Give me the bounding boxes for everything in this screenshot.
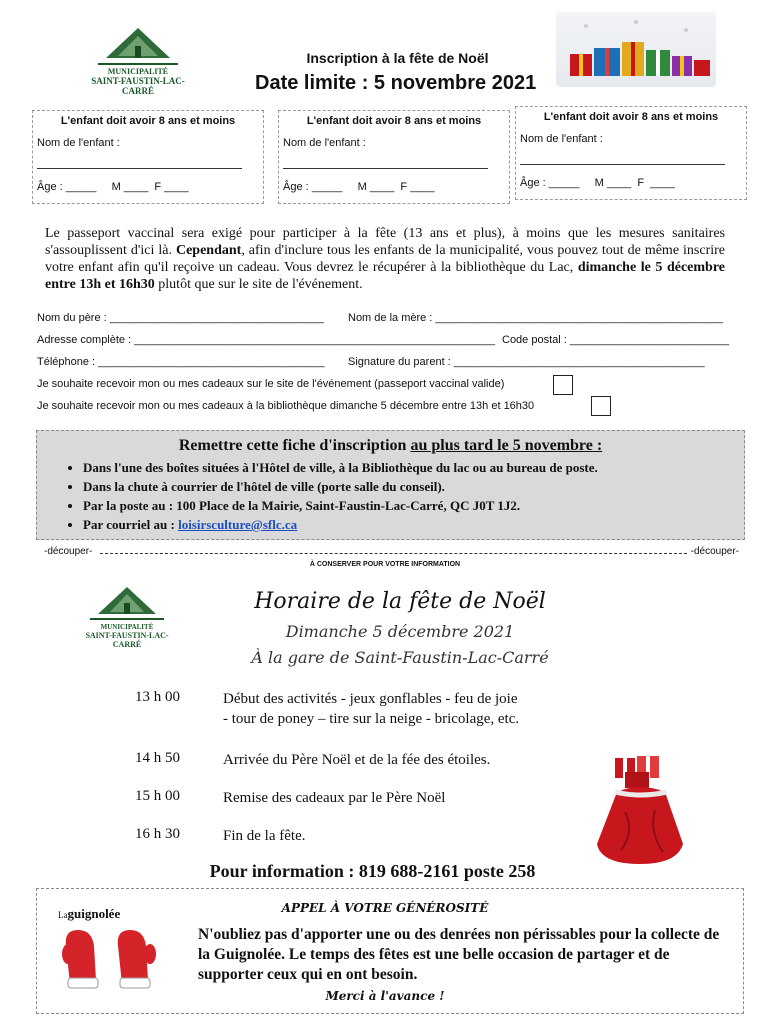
child-box-head: L'enfant doit avoir 8 ans et moins	[543, 111, 719, 123]
schedule-time: 16 h 30	[135, 826, 180, 842]
schedule-desc: Début des activités - jeux gonflables - feu de joie - tour de poney – tire sur la neige - bricolage, etc.	[223, 691, 520, 727]
child-name-label: Nom de l'enfant :	[37, 137, 120, 149]
santa-bag-image	[585, 752, 695, 867]
gifts-image	[556, 12, 716, 87]
child-name-label: Nom de l'enfant :	[520, 133, 603, 145]
remit-list	[65, 458, 598, 534]
signature-field[interactable]: Signature du parent : _________________________________________	[348, 356, 705, 368]
child-name-line[interactable]	[37, 168, 242, 169]
appel-title: APPEL À VOTRE GÉNÉROSITÉ	[281, 901, 489, 915]
child-box-3	[515, 106, 747, 200]
child-box-head: L'enfant doit avoir 8 ans et moins	[306, 115, 482, 127]
father-name-field[interactable]: Nom du père : ___________________________________	[37, 312, 324, 324]
horaire-title: Horaire de la fête de Noël	[254, 589, 546, 614]
list-item: • Dans la chute à courrier de l'hôtel de ville (porte salle du conseil).	[83, 477, 598, 496]
schedule-desc: Remise des cadeaux par le Père Noël	[223, 790, 446, 806]
guignolee-logo	[58, 906, 168, 1006]
guignolee-text: N'oubliez pas d'apporter une ou des denrées non périssables pour la collecte de la Guignolée. Le temps des fêtes est une belle occasion de partager et de supporter ceux qui en ont besoin.	[198, 926, 720, 983]
vaccine-paragraph: Le passeport vaccinal sera exigé pour participer à la fête (13 ans et plus), à moins que les mesures sanitaires s'assouplissent d'ici là. Cependant, afin d'inclure tous les enfants de la municipalité, vous pouvez tout de même inscrire votre enfant afin qu'il reçoive un cadeau. Vous devrez le récupérer à la bibliothèque du Lac, dimanche le 5 décembre entre 13h et 16h30 plutôt que sur le site de l'événement.	[45, 226, 725, 292]
list-item: • Dans l'une des boîtes situées à l'Hôtel de ville, à la Bibliothèque du lac ou au bureau de poste.	[83, 458, 598, 477]
option-site-label: Je souhaite recevoir mon ou mes cadeaux sur le site de l'événement (passeport vaccinal valide)	[37, 378, 505, 390]
logo-line2: SAINT-FAUSTIN-LAC-CARRÉ	[91, 76, 185, 96]
child-box-head: L'enfant doit avoir 8 ans et moins	[60, 115, 236, 127]
schedule-desc: Fin de la fête.	[223, 828, 306, 844]
keep-note: À CONSERVER POUR VOTRE INFORMATION	[309, 561, 461, 568]
schedule-desc: Arrivée du Père Noël et de la fée des étoiles.	[223, 752, 491, 768]
municipality-logo	[88, 24, 188, 96]
remit-box	[36, 430, 745, 540]
email-link[interactable]: loisirsculture@sflc.ca	[178, 517, 298, 532]
horaire-place: À la gare de Saint-Faustin-Lac-Carré	[251, 648, 549, 667]
address-field[interactable]: Adresse complète : ___________________________________________________________	[37, 334, 496, 346]
child-name-line[interactable]	[283, 168, 488, 169]
child-box-2	[278, 110, 510, 204]
guignolee-logo-word: guignolée	[67, 906, 121, 921]
list-item: • Par la poste au : 100 Place de la Mairie, Saint-Faustin-Lac-Carré, QC J0T 1J2.	[83, 496, 598, 515]
mother-name-field[interactable]: Nom de la mère : _______________________________________________	[348, 312, 723, 324]
merci-text: Merci à l'avance !	[325, 989, 445, 1003]
horaire-date: Dimanche 5 décembre 2021	[285, 622, 515, 641]
child-age-label: Âge : _____ M ____ F ____	[283, 181, 435, 193]
postal-code-field[interactable]: Code postal : __________________________	[502, 334, 729, 346]
list-item: • Par courriel au : loisirsculture@sflc.ca	[83, 515, 598, 534]
cut-left-label: -découper-	[44, 546, 93, 557]
schedule-time: 15 h 00	[135, 788, 180, 804]
deadline: Date limite : 5 novembre 2021	[255, 72, 537, 94]
option-library-checkbox[interactable]	[591, 396, 611, 416]
cut-right-label: -découper-	[690, 546, 739, 557]
child-box-1	[32, 110, 264, 204]
child-age-label: Âge : _____ M ____ F ____	[520, 177, 675, 189]
schedule-time: 13 h 00	[135, 689, 180, 705]
remit-title: Remettre cette fiche d'inscription au plus tard le 5 novembre :	[178, 437, 603, 454]
schedule-time: 14 h 50	[135, 750, 180, 766]
mittens-icon	[58, 922, 168, 1002]
child-age-label: Âge : _____ M ____ F ____	[37, 181, 189, 193]
logo-line2: SAINT-FAUSTIN-LAC-CARRÉ	[85, 631, 169, 649]
option-library-label: Je souhaite recevoir mon ou mes cadeaux à la bibliothèque dimanche 5 décembre entre 13h et 16h30	[37, 400, 535, 412]
logo-line1: MUNICIPALITÉ	[107, 67, 169, 76]
child-name-label: Nom de l'enfant :	[283, 137, 366, 149]
tree-house-icon	[88, 24, 188, 68]
guignolee-logo-pre: La	[58, 910, 68, 920]
logo-line1: MUNICIPALITÉ	[100, 623, 154, 631]
child-name-line[interactable]	[520, 164, 725, 165]
option-site-checkbox[interactable]	[553, 375, 573, 395]
cut-line	[44, 546, 739, 560]
info-line: Pour information : 819 688-2161 poste 258	[209, 861, 536, 881]
phone-field[interactable]: Téléphone : _____________________________________	[37, 356, 325, 368]
form-title: Inscription à la fête de Noël	[306, 50, 489, 66]
